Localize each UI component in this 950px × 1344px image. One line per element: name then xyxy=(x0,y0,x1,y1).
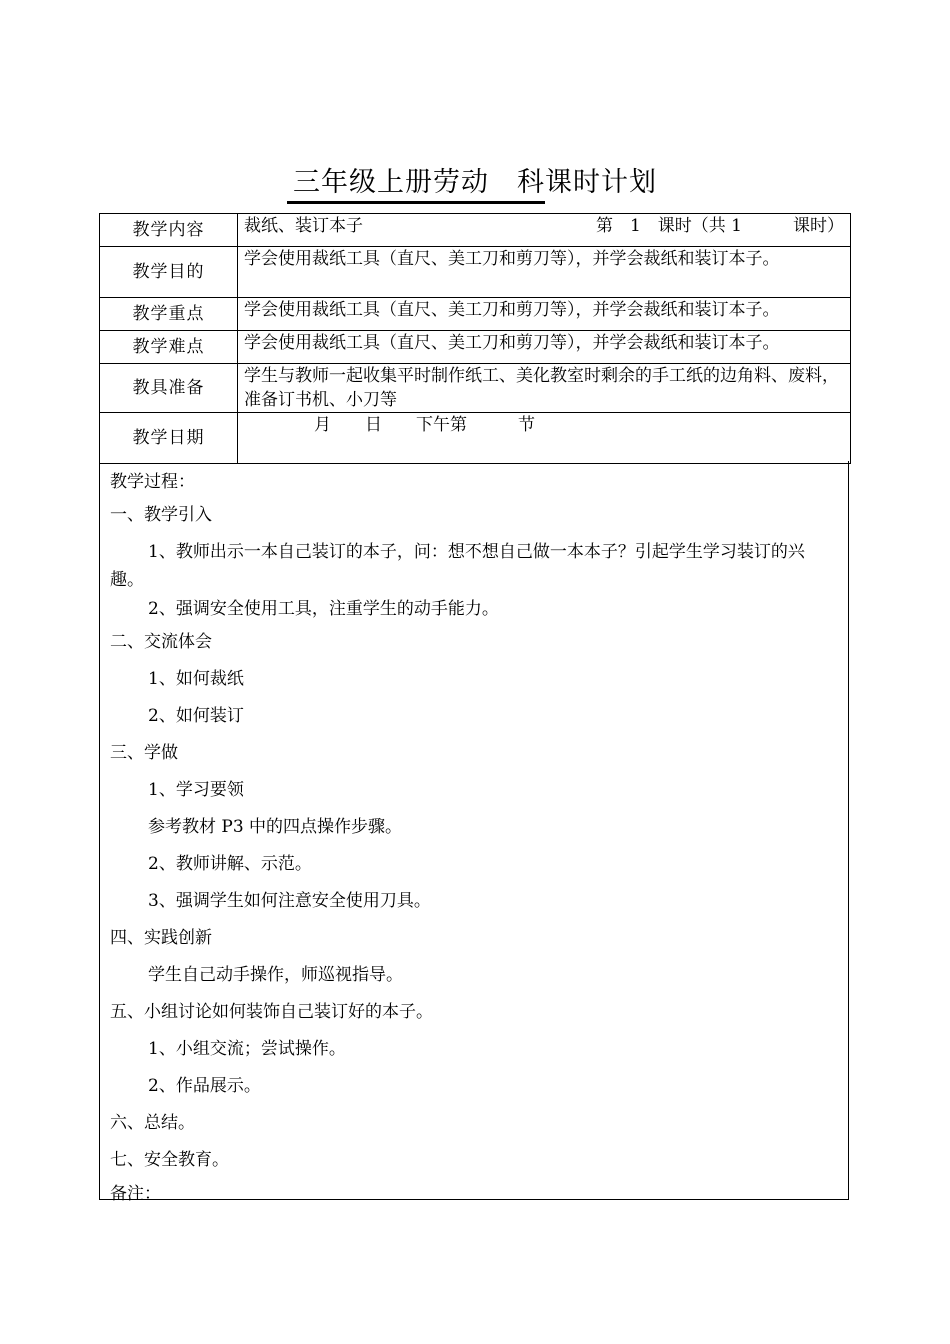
notes-label: 备注： xyxy=(110,1184,161,1204)
teaching-date-value: 月 日 下午第 节 xyxy=(314,415,535,435)
row-key-point xyxy=(100,298,851,331)
process-line: 2、作品展示。 xyxy=(148,1076,261,1096)
label-preparation: 教具准备 xyxy=(100,364,238,413)
lesson-plan-table xyxy=(99,213,851,464)
process-heading: 教学过程： xyxy=(110,472,195,492)
cell-teaching-content xyxy=(238,214,851,247)
row-teaching-goal xyxy=(100,247,851,298)
process-line: 1、学习要领 xyxy=(148,780,244,800)
process-line: 一、教学引入 xyxy=(110,505,212,525)
label-key-point: 教学重点 xyxy=(100,298,238,331)
title-underline xyxy=(287,201,545,204)
cell-teaching-goal: 学会使用裁纸工具（直尺、美工刀和剪刀等），并学会裁纸和装订本子。 xyxy=(238,247,851,298)
label-teaching-goal: 教学目的 xyxy=(100,247,238,298)
page-title: 三年级上册劳动 科课时计划 xyxy=(293,167,657,198)
process-line: 六、总结。 xyxy=(110,1113,195,1133)
lesson-topic: 裁纸、装订本子 xyxy=(244,216,363,236)
label-difficulty: 教学难点 xyxy=(100,331,238,364)
cell-difficulty: 学会使用裁纸工具（直尺、美工刀和剪刀等），并学会裁纸和装订本子。 xyxy=(238,331,851,364)
teaching-process-section xyxy=(99,461,849,1204)
lesson-count: 第 1 课时（共 1 课时） xyxy=(595,216,844,236)
row-difficulty xyxy=(100,331,851,364)
label-teaching-content: 教学内容 xyxy=(100,214,238,247)
process-line: 参考教材 P3 中的四点操作步骤。 xyxy=(148,817,403,837)
process-line: 二、交流体会 xyxy=(110,632,212,652)
process-line: 1、如何裁纸 xyxy=(148,669,244,689)
process-line: 三、学做 xyxy=(110,743,178,763)
process-line: 2、如何装订 xyxy=(148,706,244,726)
row-preparation xyxy=(100,364,851,413)
process-line: 1、教师出示一本自己装订的本子，问：想不想自己做一本本子？引起学生学习装订的兴趣。 xyxy=(110,542,805,590)
row-teaching-content xyxy=(100,214,851,247)
process-line: 2、强调安全使用工具，注重学生的动手能力。 xyxy=(148,599,499,619)
process-line: 1、小组交流；尝试操作。 xyxy=(148,1039,346,1059)
process-line: 3、强调学生如何注意安全使用刀具。 xyxy=(148,891,431,911)
process-line: 七、安全教育。 xyxy=(110,1150,229,1170)
process-line: 五、小组讨论如何装饰自己装订好的本子。 xyxy=(110,1002,433,1022)
label-teaching-date: 教学日期 xyxy=(100,413,238,464)
cell-key-point: 学会使用裁纸工具（直尺、美工刀和剪刀等），并学会裁纸和装订本子。 xyxy=(238,298,851,331)
process-line: 学生自己动手操作，师巡视指导。 xyxy=(148,965,403,985)
process-line: 四、实践创新 xyxy=(110,928,212,948)
cell-preparation: 学生与教师一起收集平时制作纸工、美化教室时剩余的手工纸的边角料、废料，准备订书机、小刀等 xyxy=(238,364,851,413)
row-teaching-date xyxy=(100,413,851,464)
cell-teaching-date xyxy=(238,413,851,464)
process-line: 2、教师讲解、示范。 xyxy=(148,854,312,874)
